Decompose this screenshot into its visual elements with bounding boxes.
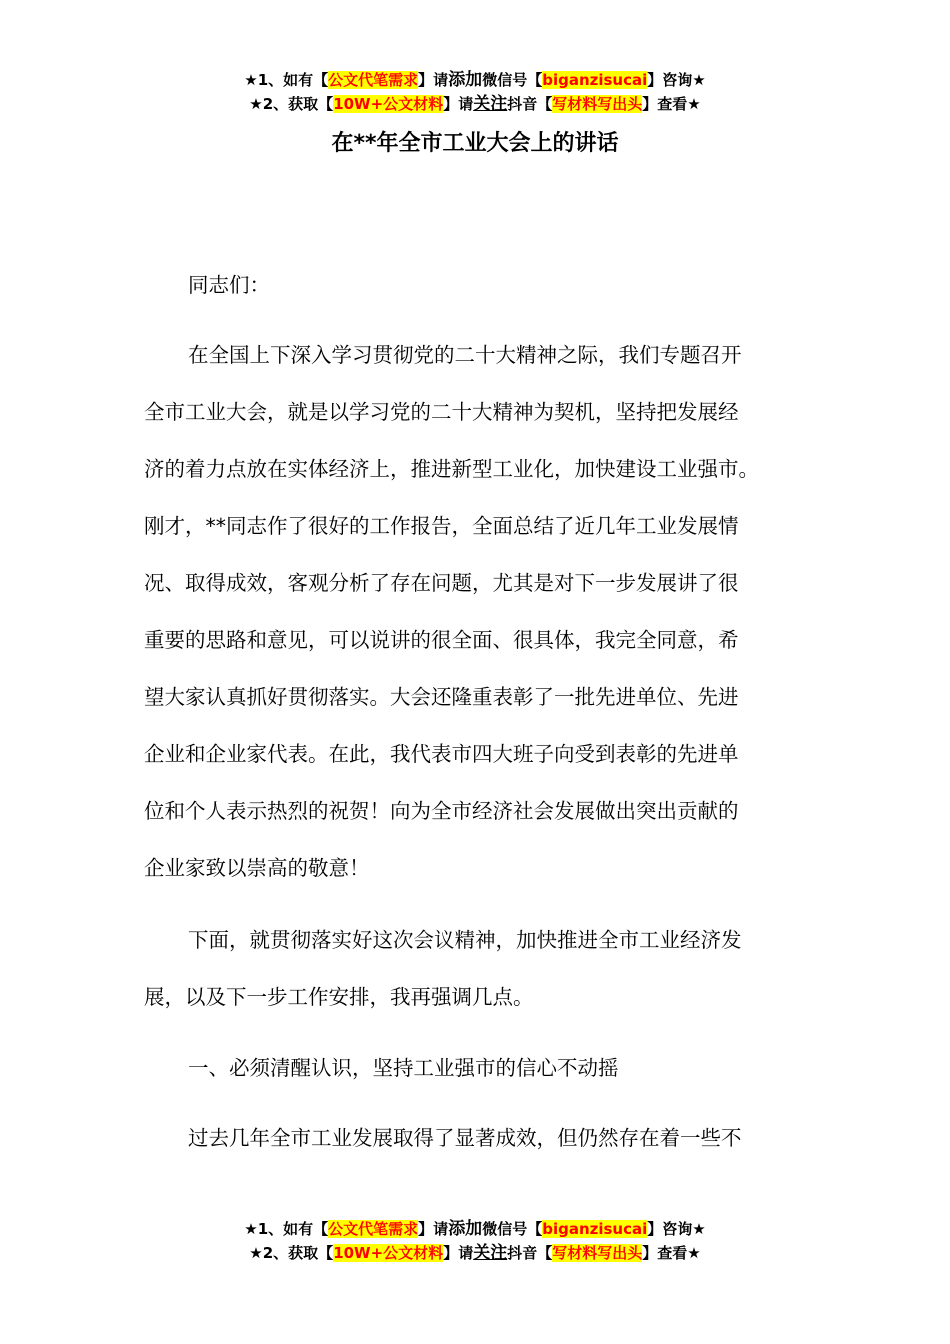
banner-highlight: biganzisucai <box>542 1220 648 1238</box>
banner-highlight: biganzisucai <box>542 71 648 89</box>
banner-text: 】咨询★ <box>647 1220 706 1238</box>
banner-emphasis: 关注 <box>473 94 508 114</box>
banner-highlight: 公文代笔需求 <box>328 71 419 89</box>
salutation-paragraph <box>144 257 814 314</box>
banner-highlight: 10W+公文材料 <box>333 95 444 113</box>
text-line: 一、必须清醒认识，坚持工业强市的信心不动摇 <box>188 1056 619 1080</box>
section-heading <box>144 1040 814 1097</box>
text-line: 同志们： <box>188 273 270 297</box>
banner-text: 抖音【 <box>507 1244 553 1262</box>
banner-emphasis: 关注 <box>473 1243 508 1263</box>
banner-text: 】请 <box>443 95 474 113</box>
text-line: 位和个人表示热烈的祝贺！向为全市经济社会发展做出突出贡献的 <box>144 799 739 823</box>
text-line: 刚才，**同志作了很好的工作报告，全面总结了近几年工业发展情 <box>144 514 739 538</box>
banner-highlight: 10W+公文材料 <box>333 1244 444 1262</box>
text-line: 展，以及下一步工作安排，我再强调几点。 <box>144 985 534 1009</box>
section-paragraph <box>144 1110 814 1167</box>
banner-text: ★1、如有【 <box>244 71 329 89</box>
text-line: 全市工业大会，就是以学习党的二十大精神为契机，坚持把发展经 <box>144 400 739 424</box>
banner-emphasis: 添加 <box>448 1219 483 1239</box>
banner-text: 】请 <box>418 1220 449 1238</box>
banner-text: 】请 <box>443 1244 474 1262</box>
banner-highlight: 写材料写出头 <box>552 1244 643 1262</box>
banner-text: 】请 <box>418 71 449 89</box>
banner-text: 】咨询★ <box>647 71 706 89</box>
text-line: 在全国上下深入学习贯彻党的二十大精神之际，我们专题召开 <box>188 343 742 367</box>
text-line: 况、取得成效，客观分析了存在问题，尤其是对下一步发展讲了很 <box>144 571 739 595</box>
banner-text: ★1、如有【 <box>244 1220 329 1238</box>
text-line: 重要的思路和意见，可以说讲的很全面、很具体，我完全同意，希 <box>144 628 739 652</box>
banner-text: ★2、获取【 <box>249 1244 334 1262</box>
text-line: 企业和企业家代表。在此，我代表市四大班子向受到表彰的先进单 <box>144 742 739 766</box>
banner-highlight: 公文代笔需求 <box>328 1220 419 1238</box>
banner-emphasis: 添加 <box>448 70 483 90</box>
transition-paragraph <box>144 912 814 1026</box>
banner-line-1 <box>0 1217 950 1241</box>
banner-highlight: 写材料写出头 <box>552 95 643 113</box>
document-title: 在**年全市工业大会上的讲话 <box>331 131 619 156</box>
banner-line-2 <box>0 1241 950 1265</box>
text-line: 望大家认真抓好贯彻落实。大会还隆重表彰了一批先进单位、先进 <box>144 685 739 709</box>
banner-text: 】查看★ <box>642 95 701 113</box>
banner-text: 抖音【 <box>507 95 553 113</box>
banner-text: ★2、获取【 <box>249 95 334 113</box>
banner-text: 微信号【 <box>482 1220 543 1238</box>
opening-paragraph <box>144 327 814 897</box>
banner-text: 】查看★ <box>642 1244 701 1262</box>
text-line: 过去几年全市工业发展取得了显著成效，但仍然存在着一些不 <box>188 1126 742 1150</box>
text-line: 济的着力点放在实体经济上，推进新型工业化，加快建设工业强市。 <box>144 457 759 481</box>
footer-banner <box>0 1217 950 1265</box>
header-banner <box>0 68 950 116</box>
text-line: 下面，就贯彻落实好这次会议精神，加快推进全市工业经济发 <box>188 928 742 952</box>
banner-line-2 <box>0 92 950 116</box>
banner-line-1 <box>0 68 950 92</box>
banner-text: 微信号【 <box>482 71 543 89</box>
text-line: 企业家致以崇高的敬意！ <box>144 856 370 880</box>
